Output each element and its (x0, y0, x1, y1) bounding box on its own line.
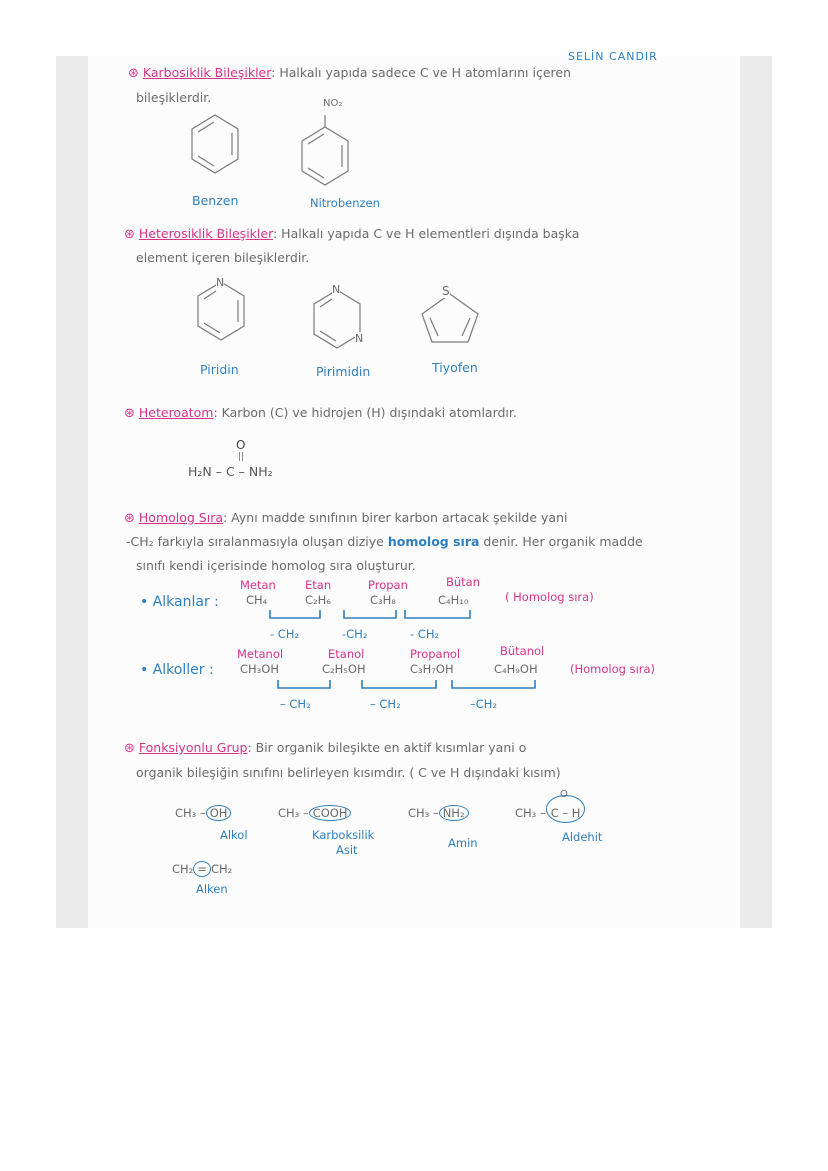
ch2-difference: - CH₂ (410, 627, 440, 641)
highlight-text: homolog sıra (387, 534, 480, 549)
suffix: CH₂ (210, 862, 233, 876)
section-title: Heterosiklik Bileşikler (138, 226, 273, 241)
ch2-difference: –CH₂ (470, 697, 498, 711)
heteroatom-line (124, 405, 517, 421)
group-circle: COOH (309, 805, 352, 821)
section-title: Fonksiyonlu Grup (138, 740, 248, 755)
text: denir. Her organik madde (479, 534, 643, 549)
pyridine-ring-icon (196, 282, 256, 352)
bullet-star-icon: ⊛ (128, 66, 139, 81)
ch2-difference: -CH₂ (342, 627, 368, 641)
urea-double-bond: || (238, 452, 245, 462)
heterosiklik-line2: element içeren bileşiklerdir. (136, 250, 310, 265)
prefix: CH₃ – (278, 806, 309, 820)
formula: C₄H₁₀ (438, 593, 469, 607)
bullet-star-icon: ⊛ (124, 511, 135, 526)
formula: CH₄ (246, 593, 268, 607)
text: : Karbon (C) ve hidrojen (H) dışındaki atomlardır. (213, 405, 517, 420)
text: : Halkalı yapıda C ve H elementleri dışında başka (273, 226, 580, 241)
formula: C₄H₉OH (494, 662, 538, 676)
functional-group-aldehit (515, 806, 585, 820)
example-label: Tiyofen (432, 360, 478, 375)
bullet-star-icon: ⊛ (124, 406, 135, 421)
formula: C₃H₈ (370, 593, 396, 607)
bullet-star-icon: ⊛ (124, 741, 135, 756)
formula: CH₃OH (240, 662, 279, 676)
karbosiklik-line2: bileşiklerdir. (136, 90, 212, 105)
nitrobenzene-ring-icon (300, 115, 360, 195)
fonksiyonlu-line1 (124, 740, 526, 756)
homolog-note: ( Homolog sıra) (505, 590, 594, 604)
section-title: Homolog Sıra (138, 510, 223, 525)
ch2-difference: – CH₂ (370, 697, 401, 711)
urea-oxygen: O (236, 438, 246, 452)
atom-n: N (355, 332, 364, 345)
alkoller-brackets (0, 0, 1, 1)
group-name: Alkol (220, 828, 248, 842)
notebook-page (88, 56, 740, 928)
alkoller-label: • Alkoller : (140, 662, 214, 678)
homolog-note: (Homolog sıra) (570, 662, 656, 676)
group-name: Amin (448, 836, 478, 850)
compound-name: Bütanol (500, 644, 545, 658)
formula: C₂H₆ (305, 593, 331, 607)
heterosiklik-line1 (124, 226, 579, 242)
no2-label: NO₂ (323, 98, 343, 109)
homolog-line1 (124, 510, 567, 526)
urea-formula: H₂N – C – NH₂ (188, 464, 273, 479)
author-name: SELİN CANDIR (568, 50, 658, 63)
formula: C₃H₇OH (410, 662, 454, 676)
functional-group-karboksilik (278, 806, 351, 820)
example-label: Pirimidin (316, 364, 371, 379)
compound-name: Metan (240, 578, 276, 592)
group-name: Karboksilik (312, 828, 375, 842)
group-circle: = (193, 861, 211, 877)
aldehyde-oxygen: O (560, 789, 568, 800)
text: -CH₂ farkıyla sıralanmasıyla oluşan diziye (126, 534, 388, 549)
prefix: CH₃ – (175, 806, 206, 820)
atom-s: S (442, 284, 450, 298)
bullet-star-icon: ⊛ (124, 227, 135, 242)
compound-name: Etanol (328, 647, 365, 661)
benzene-ring-icon (190, 115, 250, 185)
karbosiklik-line1 (128, 65, 571, 81)
group-name: Alken (196, 882, 228, 896)
group-circle: NH₂ (439, 805, 469, 821)
homolog-line2 (126, 534, 643, 549)
section-title: Heteroatom (138, 405, 214, 420)
compound-name: Etan (305, 578, 332, 592)
prefix: CH₃ – (408, 806, 439, 820)
atom-n: N (216, 276, 225, 289)
example-label: Nitrobenzen (310, 196, 380, 210)
homolog-line3: sınıfı kendi içerisinde homolog sıra oluşturur. (136, 558, 416, 573)
thiophene-ring-icon (420, 290, 480, 350)
prefix: CH₂ (172, 862, 194, 876)
formula: C₂H₅OH (322, 662, 366, 676)
group-circle: C – H (546, 795, 586, 823)
alkanlar-label: • Alkanlar : (140, 594, 219, 610)
text: : Aynı madde sınıfının birer karbon artacak şekilde yani (223, 510, 568, 525)
atom-n: N (332, 283, 341, 296)
ch2-difference: – CH₂ (280, 697, 311, 711)
section-title: Karbosiklik Bileşikler (142, 65, 272, 80)
text: : Halkalı yapıda sadece C ve H atomlarını içeren (271, 65, 571, 80)
compound-name: Bütan (446, 575, 481, 589)
fonksiyonlu-line2: organik bileşiğin sınıfını belirleyen kısımdır. ( C ve H dışındaki kısım) (136, 765, 561, 780)
compound-name: Propanol (410, 647, 461, 661)
group-name: Aldehit (562, 830, 603, 844)
compound-name: Metanol (237, 647, 284, 661)
example-label: Piridin (200, 362, 239, 377)
text: : Bir organik bileşikte en aktif kısımlar yani o (247, 740, 527, 755)
example-label: Benzen (192, 193, 239, 208)
pyrimidine-ring-icon (312, 290, 372, 360)
group-circle: OH (206, 805, 232, 821)
ch2-difference: - CH₂ (270, 627, 300, 641)
compound-name: Propan (368, 578, 408, 592)
functional-group-alkol (175, 806, 231, 820)
group-name: Asit (336, 843, 358, 857)
functional-group-amin (408, 806, 469, 820)
functional-group-alken (172, 862, 232, 876)
prefix: CH₃ – (515, 806, 546, 820)
